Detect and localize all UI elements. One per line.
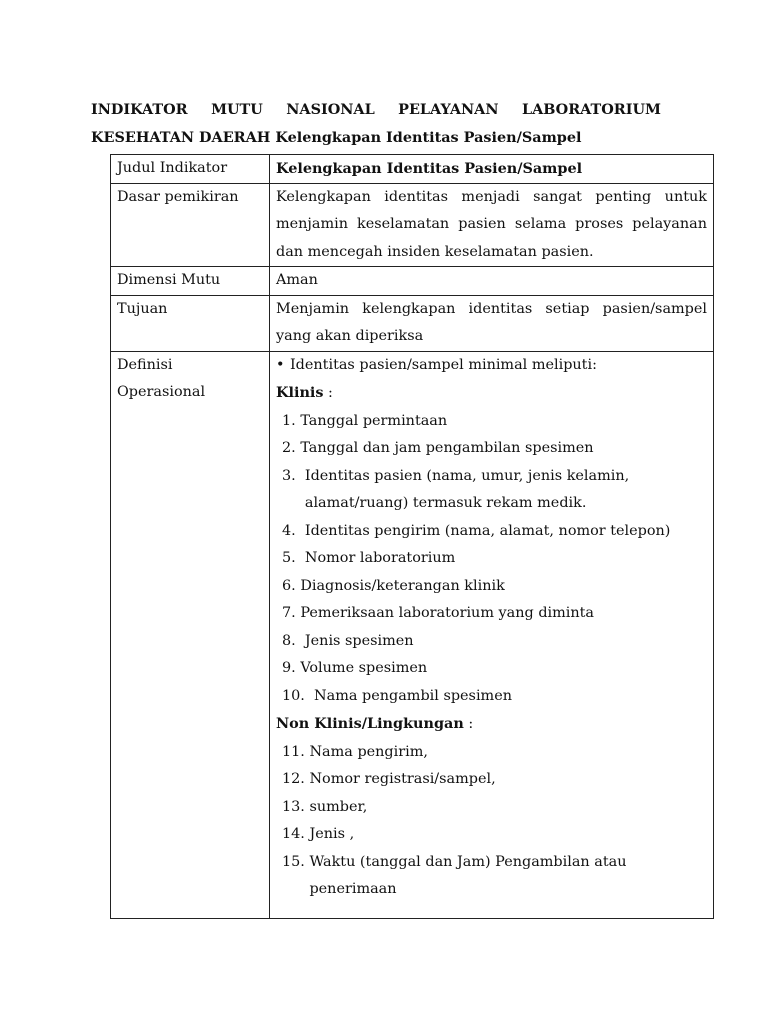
row-label-line: Definisi xyxy=(117,356,173,373)
list-item-text: alamat/ruang) termasuk rekam medik. xyxy=(304,495,587,511)
list-item-text: Tanggal permintaan xyxy=(300,412,448,429)
nonklinis-list xyxy=(276,739,707,904)
list-item-number: 12. xyxy=(282,771,310,787)
list-item xyxy=(276,683,707,711)
list-item-text: sumber, xyxy=(309,798,368,815)
list-item xyxy=(276,766,707,794)
list-item-number xyxy=(282,876,309,904)
row-label: Dimensi Mutu xyxy=(111,267,270,296)
list-item-text: Pemeriksaan laboratorium yang diminta xyxy=(300,605,595,621)
table-row-dimensi xyxy=(111,267,714,296)
bullet-icon: • xyxy=(276,356,285,373)
list-item-text: Nama pengambil spesimen xyxy=(314,687,512,704)
list-item-number: 5. xyxy=(282,550,305,566)
list-item xyxy=(276,518,707,546)
heading-word: INDIKATOR xyxy=(91,101,188,118)
table-row-judul xyxy=(111,155,714,184)
list-item xyxy=(276,821,707,849)
list-item xyxy=(276,408,707,436)
heading-word: MUTU xyxy=(211,101,263,118)
list-item xyxy=(276,628,707,656)
list-item xyxy=(276,435,707,463)
heading-line-2: KESEHATAN DAERAH Kelengkapan Identitas Pasien/Sampel xyxy=(91,128,582,146)
list-item-number: 15. xyxy=(282,853,310,870)
row-label xyxy=(111,351,270,918)
list-item xyxy=(276,876,707,904)
row-label: Dasar pemikiran xyxy=(111,183,270,267)
list-item-number: 6. xyxy=(282,577,301,594)
list-item xyxy=(276,600,707,628)
nonklinis-suffix: : xyxy=(463,716,474,732)
list-item-number: 7. xyxy=(282,605,301,621)
klinis-suffix: : xyxy=(323,385,333,401)
list-item-text: Nomor laboratorium xyxy=(304,550,456,566)
klinis-list xyxy=(276,408,707,711)
list-item xyxy=(276,739,707,767)
row-value: Kelengkapan Identitas Pasien/Sampel xyxy=(270,155,714,184)
row-label: Tujuan xyxy=(111,295,270,351)
list-item-number: 4. xyxy=(282,522,305,539)
heading-word: NASIONAL xyxy=(286,101,375,118)
list-item-number: 10. xyxy=(282,687,315,704)
table-row-tujuan xyxy=(111,295,714,351)
list-item-number: 9. xyxy=(282,660,301,676)
heading-line-1 xyxy=(91,96,661,124)
row-value: Kelengkapan identitas menjadi sangat penting untuk menjamin keselamatan pasien selama proses pelayanan dan mencegah insiden keselamatan pasien. xyxy=(270,183,714,267)
list-item-text: penerimaan xyxy=(309,881,397,897)
nonklinis-subheading xyxy=(276,710,707,739)
bullet-text: Identitas pasien/sampel minimal meliputi: xyxy=(290,356,597,373)
list-item xyxy=(276,545,707,573)
list-item xyxy=(276,655,707,683)
list-item-text: Volume spesimen xyxy=(300,660,428,676)
list-item-text: Nomor registrasi/sampel, xyxy=(309,771,496,787)
list-item-number: 11. xyxy=(282,743,310,760)
list-item-number: 2. xyxy=(282,440,301,456)
list-item-text: Nama pengirim, xyxy=(309,743,428,760)
table-row-definisi xyxy=(111,351,714,918)
list-item-text: Jenis spesimen xyxy=(304,632,414,649)
list-item-text: Identitas pasien (nama, umur, jenis kelamin, xyxy=(304,467,630,484)
list-item-number: 14. xyxy=(282,826,310,842)
list-item xyxy=(276,463,707,491)
indicator-table xyxy=(110,154,714,919)
list-item-text: Jenis , xyxy=(309,826,355,842)
heading-word: LABORATORIUM xyxy=(521,101,661,118)
row-label-line: Operasional xyxy=(117,384,206,400)
list-item xyxy=(276,490,707,518)
list-item-number: 8. xyxy=(282,632,305,649)
list-item-number: 1. xyxy=(282,412,301,429)
row-value: Menjamin kelengkapan identitas setiap pasien/sampel yang akan diperiksa xyxy=(270,295,714,351)
klinis-title: Klinis xyxy=(276,384,324,401)
klinis-subheading xyxy=(276,379,707,408)
table-row-dasar xyxy=(111,183,714,267)
list-item xyxy=(276,849,707,877)
list-item-text: Tanggal dan jam pengambilan spesimen xyxy=(300,440,594,456)
bullet-item xyxy=(276,352,707,380)
row-value: Aman xyxy=(270,267,714,296)
document-heading xyxy=(91,96,661,151)
list-item xyxy=(276,573,707,601)
list-item-number xyxy=(282,490,305,518)
heading-word: PELAYANAN xyxy=(398,101,499,118)
list-item-text: Waktu (tanggal dan Jam) Pengambilan atau xyxy=(309,853,627,870)
list-item-number: 3. xyxy=(282,467,305,484)
definition-content xyxy=(270,351,714,918)
list-item xyxy=(276,794,707,822)
list-item-text: Identitas pengirim (nama, alamat, nomor telepon) xyxy=(304,522,671,539)
nonklinis-title: Non Klinis/Lingkungan xyxy=(276,715,464,732)
list-item-text: Diagnosis/keterangan klinik xyxy=(300,577,505,594)
list-item-number: 13. xyxy=(282,798,310,815)
row-label: Judul Indikator xyxy=(111,155,270,184)
